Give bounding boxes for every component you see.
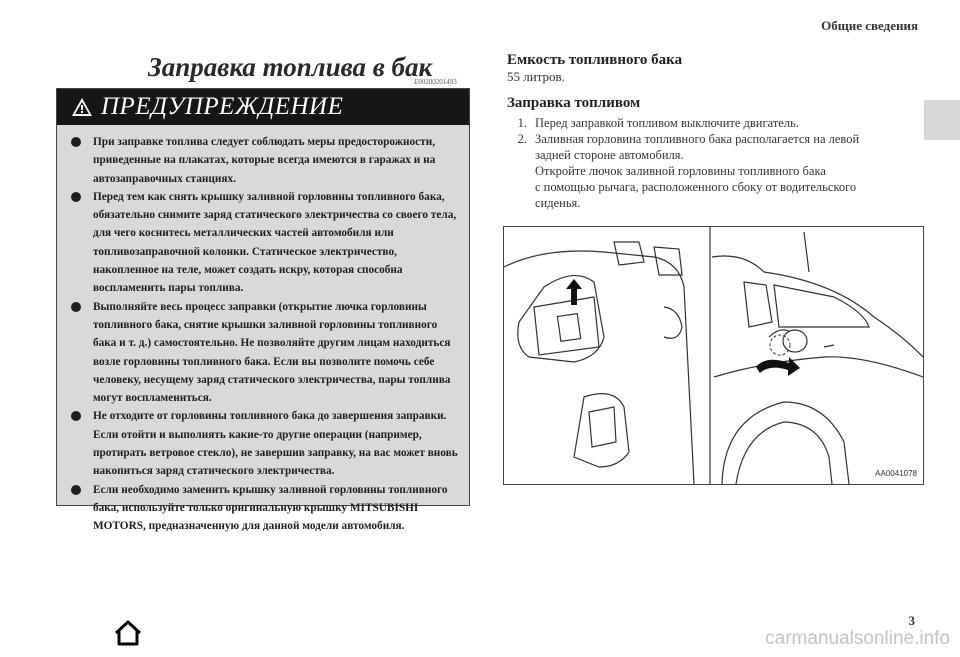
warning-item-text: Если необходимо заменить крышку заливной горловины топливного бака, используйте только оригинальную крышку MITSUBISHI MOTORS, предназначенную для данной модели автомобиля. xyxy=(93,483,448,533)
warning-item-text: Выполняйте весь процесс заправки (открытие лючка горловины топливного бака, снятие крышки заливной горловины топливного бака и т. д.) самостоятельно. Не позволяйте другим лицам находиться возле горловины топливного бака. Если вы позволите помочь себе человеку, несущему заряд статического электричества, пары топлива могут воспламениться. xyxy=(93,300,451,405)
bullet-icon xyxy=(71,411,81,421)
step-item xyxy=(507,131,907,211)
step-item xyxy=(507,115,907,131)
bullet-icon xyxy=(71,137,81,147)
page-title: Заправка топлива в бак xyxy=(148,52,433,82)
warning-item xyxy=(69,481,461,536)
page-number: 3 xyxy=(908,613,915,628)
bullet-icon xyxy=(71,485,81,495)
chapter-tab xyxy=(924,100,960,140)
step-text: Перед заправкой топливом выключите двигатель. xyxy=(535,116,799,130)
warning-item xyxy=(69,188,461,298)
step-number: 2. xyxy=(517,132,527,146)
warning-item xyxy=(69,133,461,188)
figure-code: AA0041078 xyxy=(875,469,917,478)
warning-triangle-icon xyxy=(71,97,93,117)
capacity-heading: Емкость топливного бака xyxy=(507,52,683,68)
step-text: Заливная горловина топливного бака располагается на левой задней стороне автомобиля. Откройте лючок заливной горловины топливного бака с помощью рычага, расположенного сбоку от водительского сиденья. xyxy=(535,132,860,210)
refuel-heading: Заправка топливом xyxy=(507,95,641,111)
capacity-value: 55 литров. xyxy=(507,69,565,84)
bullet-icon xyxy=(71,302,81,312)
warning-title: ПРЕДУПРЕЖДЕНИЕ xyxy=(101,93,344,120)
warning-list xyxy=(57,125,469,536)
illustration-drawing xyxy=(504,227,923,484)
watermark: carmanualsonline.info xyxy=(765,628,950,649)
warning-item-text: Перед тем как снять крышку заливной горловины топливного бака, обязательно снимите заряд статического электричества со своего тела, для чего коснитесь металлических частей автомобиля или топливозаправочной колонки. Статическое электричество, накопленное на теле, может создать искру, которая способна воспламенить пары топлива. xyxy=(93,190,457,295)
bullet-icon xyxy=(71,192,81,202)
warning-item-text: При заправке топлива следует соблюдать меры предосторожности, приведенные на плакатах, которые всегда имеются в гаражах и на автозаправочных станциях. xyxy=(93,136,436,185)
step-number: 1. xyxy=(517,116,527,130)
warning-item xyxy=(69,298,461,408)
home-icon[interactable] xyxy=(113,620,143,646)
warning-box xyxy=(56,88,470,533)
fuel-door-illustration xyxy=(503,226,924,485)
section-header-title: Общие сведения xyxy=(821,18,918,33)
document-code: E00200201493 xyxy=(414,78,457,86)
warning-item-text: Не отходите от горловины топливного бака до завершения заправки. Если отойти и выполнять какие-то другие операции (например, протирать ветровое стекло), не завершив заправку, на вас может вновь накопиться заряд статического электричества. xyxy=(93,410,458,478)
warning-item xyxy=(69,407,461,480)
refuel-steps xyxy=(507,115,907,211)
warning-header xyxy=(57,89,469,125)
